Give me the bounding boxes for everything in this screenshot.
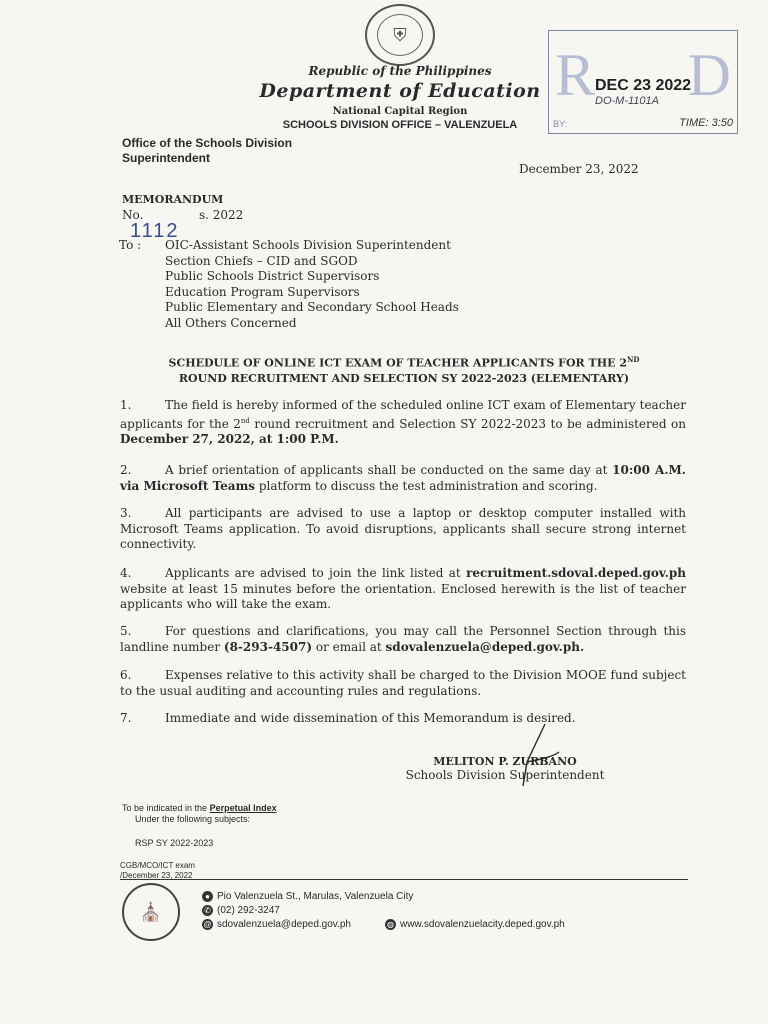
deped-seal bbox=[365, 4, 435, 66]
footer-phone-text: (02) 292-3247 bbox=[217, 905, 280, 916]
exam-datetime: December 27, 2022, at 1:00 P.M. bbox=[120, 432, 339, 446]
paragraph-text: Expenses relative to this activity shall be charged to the Division MOOE fund subject to the usual auditing and accounting rules and regulations. bbox=[120, 668, 686, 698]
footer-address bbox=[202, 891, 413, 902]
paragraph-text: round recruitment and Selection SY 2022-2023 to be administered on bbox=[249, 416, 686, 431]
footer-divider bbox=[120, 879, 688, 880]
index-subtext: Under the following subjects: bbox=[135, 814, 251, 824]
recruitment-link[interactable]: recruitment.sdoval.deped.gov.ph bbox=[466, 566, 686, 580]
recipient-item: Public Elementary and Secondary School Heads bbox=[165, 300, 459, 315]
email-icon: @ bbox=[203, 920, 212, 929]
to-label: To : bbox=[119, 238, 142, 252]
paragraph-number: 2. bbox=[120, 463, 132, 477]
stamp-date: DEC 23 2022 bbox=[595, 77, 692, 94]
initials-line-1: CGB/MCO/ICT exam bbox=[120, 861, 195, 870]
paragraph-7 bbox=[120, 711, 686, 727]
title-superscript: ND bbox=[626, 355, 640, 364]
globe-icon: ◍ bbox=[385, 919, 396, 930]
received-stamp bbox=[548, 30, 738, 134]
footer-website-text[interactable]: www.sdovalenzuelacity.deped.gov.ph bbox=[400, 919, 565, 930]
paragraph-3 bbox=[120, 506, 686, 553]
paragraph-text: For questions and clarifications, you may call the Personnel Section through this landline number bbox=[120, 624, 686, 654]
paragraph-superscript: nd bbox=[240, 416, 250, 425]
seal-emblem-icon: ⛨ bbox=[377, 14, 423, 56]
recipient-item: Section Chiefs – CID and SGOD bbox=[165, 253, 358, 268]
title-line-1-text: SCHEDULE OF ONLINE ICT EXAM OF TEACHER APPLICANTS FOR THE 2 bbox=[168, 356, 627, 370]
handwritten-memo-number: 1112 bbox=[130, 220, 180, 242]
paragraph-number: 6. bbox=[120, 668, 132, 682]
issuing-office bbox=[122, 136, 292, 166]
paragraph-number: 1. bbox=[120, 398, 132, 412]
initials-line-2: /December 23, 2022 bbox=[120, 871, 193, 880]
memo-date: December 23, 2022 bbox=[519, 162, 639, 176]
landline-number: (8-293-4507) bbox=[223, 639, 313, 654]
stamp-letter-r: R bbox=[555, 42, 596, 108]
stamp-time-value: 3:50 bbox=[711, 117, 733, 129]
paragraph-1 bbox=[120, 398, 686, 448]
paragraph-number: 7. bbox=[120, 711, 132, 725]
recipient-list bbox=[165, 238, 459, 332]
paragraph-text: A brief orientation of applicants shall be conducted on the same day at bbox=[165, 463, 613, 477]
title-line-2: ROUND RECRUITMENT AND SELECTION SY 2022-2023 (ELEMENTARY) bbox=[178, 371, 630, 385]
signatory-block bbox=[398, 755, 612, 782]
paragraph-5 bbox=[120, 624, 686, 655]
paragraph-text: Applicants are advised to join the link listed at bbox=[165, 566, 467, 580]
paragraph-number: 5. bbox=[120, 624, 132, 638]
index-subject: RSP SY 2022-2023 bbox=[135, 838, 214, 848]
republic-line: Republic of the Philippines bbox=[308, 64, 492, 78]
paragraph-text: Immediate and wide dissemination of this Memorandum is desired. bbox=[165, 711, 576, 725]
footer-address-text: Pio Valenzuela St., Marulas, Valenzuela City bbox=[217, 891, 414, 902]
paragraph-text: website at least 15 minutes before the orientation. Enclosed herewith is the list of teacher applicants who will take the exam. bbox=[120, 581, 686, 611]
memo-no-label: No. bbox=[122, 208, 144, 222]
signatory-name: MELITON P. ZURBANO bbox=[433, 755, 577, 768]
orientation-time: 10:00 A.M. via Microsoft Teams bbox=[120, 463, 686, 493]
memo-heading: MEMORANDUM bbox=[122, 193, 224, 206]
paragraph-number: 3. bbox=[120, 506, 132, 520]
paragraph-2 bbox=[120, 463, 686, 494]
region-name: National Capital Region bbox=[332, 106, 468, 117]
division-office: SCHOOLS DIVISION OFFICE – VALENZUELA bbox=[282, 119, 518, 131]
footer-email bbox=[202, 919, 351, 930]
footer-email-text[interactable]: sdovalenzuela@deped.gov.ph bbox=[217, 919, 351, 930]
division-seal bbox=[122, 883, 180, 941]
title-line-1 bbox=[120, 352, 688, 371]
memo-series: s. 2022 bbox=[198, 208, 244, 222]
memo-title bbox=[120, 352, 688, 386]
paragraph-6 bbox=[120, 668, 686, 699]
perpetual-index-label: Perpetual Index bbox=[209, 803, 277, 813]
footer-website bbox=[385, 919, 565, 930]
division-seal-emblem-icon: ⛪ bbox=[139, 901, 163, 923]
paragraph-text: or email at bbox=[312, 639, 386, 654]
stamp-letter-d: D bbox=[687, 42, 731, 108]
paragraph-number: 4. bbox=[120, 566, 132, 580]
contact-email[interactable]: sdovalenzuela@deped.gov.ph. bbox=[385, 639, 585, 654]
reference-initials bbox=[120, 861, 195, 881]
paragraph-text: All participants are advised to use a laptop or desktop computer installed with Microsoft Teams application. To avoid disruptions, applicants shall secure strong internet connectivity. bbox=[120, 506, 686, 551]
phone-icon: ✆ bbox=[202, 905, 213, 916]
office-line-2: Superintendent bbox=[122, 151, 211, 165]
office-line-1: Office of the Schools Division bbox=[122, 136, 293, 150]
signatory-position: Schools Division Superintendent bbox=[405, 768, 605, 782]
paragraph-text: platform to discuss the test administration and scoring. bbox=[255, 478, 598, 493]
location-pin-icon: ● bbox=[202, 891, 213, 902]
paragraph-text: The field is hereby informed of the scheduled online ICT exam of Elementary teacher applicants for the 2 bbox=[120, 398, 686, 431]
recipient-item: All Others Concerned bbox=[165, 315, 297, 330]
stamp-by-label: BY: bbox=[553, 119, 568, 129]
recipient-item: OIC-Assistant Schools Division Superintendent bbox=[165, 238, 451, 252]
recipient-item: Education Program Supervisors bbox=[165, 284, 360, 299]
stamp-time-label: TIME: bbox=[679, 117, 709, 129]
department-name: Department of Education bbox=[259, 80, 541, 102]
paragraph-4 bbox=[120, 566, 686, 613]
stamp-time bbox=[679, 117, 733, 129]
stamp-code: DO-M-1101A bbox=[595, 95, 659, 107]
perpetual-index-note bbox=[122, 803, 277, 825]
footer-phone bbox=[202, 905, 280, 916]
recipient-item: Public Schools District Supervisors bbox=[165, 269, 380, 284]
index-text: To be indicated in the bbox=[122, 803, 210, 813]
